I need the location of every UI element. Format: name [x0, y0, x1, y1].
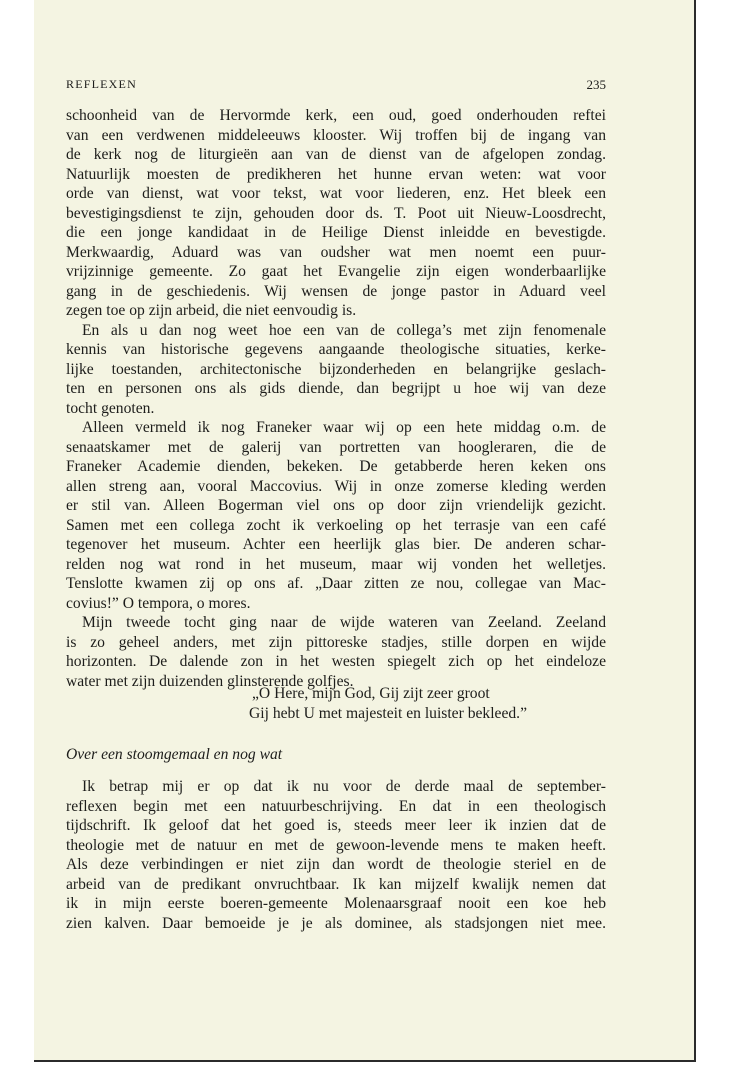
text-line: tocht genoten. — [66, 399, 155, 417]
text-line: Franeker Academie dienden, bekeken. De getabberde heren keken ons — [66, 458, 606, 475]
section-heading: Over een stoomgemaal en nog wat — [66, 746, 283, 763]
text-line: horizonten. De dalende zon in het westen spiegelt zich op het eindeloze — [66, 653, 606, 670]
text-line: ik in mijn eerste boeren-gemeente Molenaarsgraaf nooit een koe heb — [66, 895, 606, 912]
text-line: Mijn tweede tocht ging naar de wijde wateren van Zeeland. Zeeland — [82, 614, 606, 631]
text-line: van een verdwenen middeleeuws klooster. Wij troffen bij de ingang van — [66, 126, 606, 144]
text-line: kennis van historische gegevens aangaande theologische situaties, kerke- — [66, 341, 606, 358]
text-line: die een jonge kandidaat in de Heilige Dienst inleidde en bevestigde. — [66, 224, 606, 241]
text-line: Natuurlijk moesten de predikheren het hunne ervan weten: wat voor — [66, 165, 606, 183]
text-line: de kerk nog de liturgieën aan van de dienst van de afgelopen zondag. — [66, 146, 606, 163]
text-line: bevestigingsdienst te zijn, gehouden door ds. T. Poot uit Nieuw-Loosdrecht, — [66, 204, 606, 222]
text-line: reflexen begin met een natuurbeschrijving. En dat in een theologisch — [66, 797, 606, 815]
quote-line: „O Here, mijn God, Gij zijt zeer groot — [252, 685, 490, 702]
quote-line: Gij hebt U met majesteit en luister bekleed.” — [249, 704, 527, 722]
text-line: Samen met een collega zocht ik verkoeling op het terrasje van een café — [66, 516, 606, 534]
text-line: covius!” O tempora, o mores. — [66, 594, 251, 612]
body-text — [66, 106, 606, 691]
text-line: orde van dienst, wat voor tekst, wat voor liederen, enz. Het bleek een — [66, 185, 606, 202]
running-head-title: REFLEXEN — [66, 77, 137, 91]
text-line: Als deze verbindingen er niet zijn dan wordt de theologie steriel en de — [66, 856, 606, 873]
text-line: gang in de geschiedenis. Wij wensen de jonge pastor in Aduard veel — [66, 282, 606, 300]
section-text — [66, 777, 606, 933]
text-line: Ik betrap mij er op dat ik nu voor de derde maal de september- — [82, 778, 606, 795]
text-line: Merkwaardig, Aduard was van oudsher wat men noemt een puur- — [66, 243, 606, 261]
text-line: vrijzinnige gemeente. Zo gaat het Evangelie zijn eigen wonderbaarlijke — [66, 263, 606, 280]
text-line: allen streng aan, vooral Maccovius. Wij in onze zomerse kleding werden — [66, 477, 606, 495]
text-line: senaatskamer met de galerij van portretten van hoogleraren, die de — [66, 438, 606, 456]
text-line: relden nog wat rond in het museum, maar wij vonden het welletjes. — [66, 555, 606, 573]
text-line: er stil van. Alleen Bogerman viel ons op door zijn vriendelijk gezicht. — [66, 497, 606, 514]
text-line: tijdschrift. Ik geloof dat het goed is, steeds meer leer ik inzien dat de — [66, 817, 606, 834]
scripture-quote — [249, 684, 527, 723]
text-line: lijke toestanden, architectonische bijzonderheden en belangrijke geslach- — [66, 360, 606, 378]
text-line: arbeid van de predikant onvruchtbaar. Ik kan mijzelf kwalijk nemen dat — [66, 875, 606, 893]
text-line: En als u dan nog weet hoe een van de collega’s met zijn fenomenale — [82, 321, 606, 339]
text-line: tegenover het museum. Achter een heerlijk glas bier. De anderen schar- — [66, 536, 606, 553]
book-page — [34, 0, 696, 1062]
text-line: Tenslotte kwamen zij op ons af. „Daar zitten ze nou, collegae van Mac- — [66, 575, 606, 592]
text-line: theologie met de natuur en met de gewoon-levende mens te maken heeft. — [66, 836, 606, 854]
text-line: zegen toe op zijn arbeid, die niet eenvoudig is. — [66, 302, 357, 319]
text-line: is zo geheel anders, met zijn pittoreske stadjes, stille dorpen en wijde — [66, 633, 606, 651]
text-line: water met zijn duizenden glinsterende golfjes. — [66, 672, 354, 690]
text-line: schoonheid van de Hervormde kerk, een oud, goed onderhouden reftei — [66, 107, 606, 124]
text-line: Alleen vermeld ik nog Franeker waar wij op een hete middag o.m. de — [82, 419, 606, 436]
page-number: 235 — [586, 77, 606, 92]
text-line: ten en personen ons als gids diende, dan begrijpt u hoe wij van deze — [66, 380, 606, 397]
text-line: zien kalven. Daar bemoeide je je als dominee, als stadsjongen niet mee. — [66, 914, 606, 932]
